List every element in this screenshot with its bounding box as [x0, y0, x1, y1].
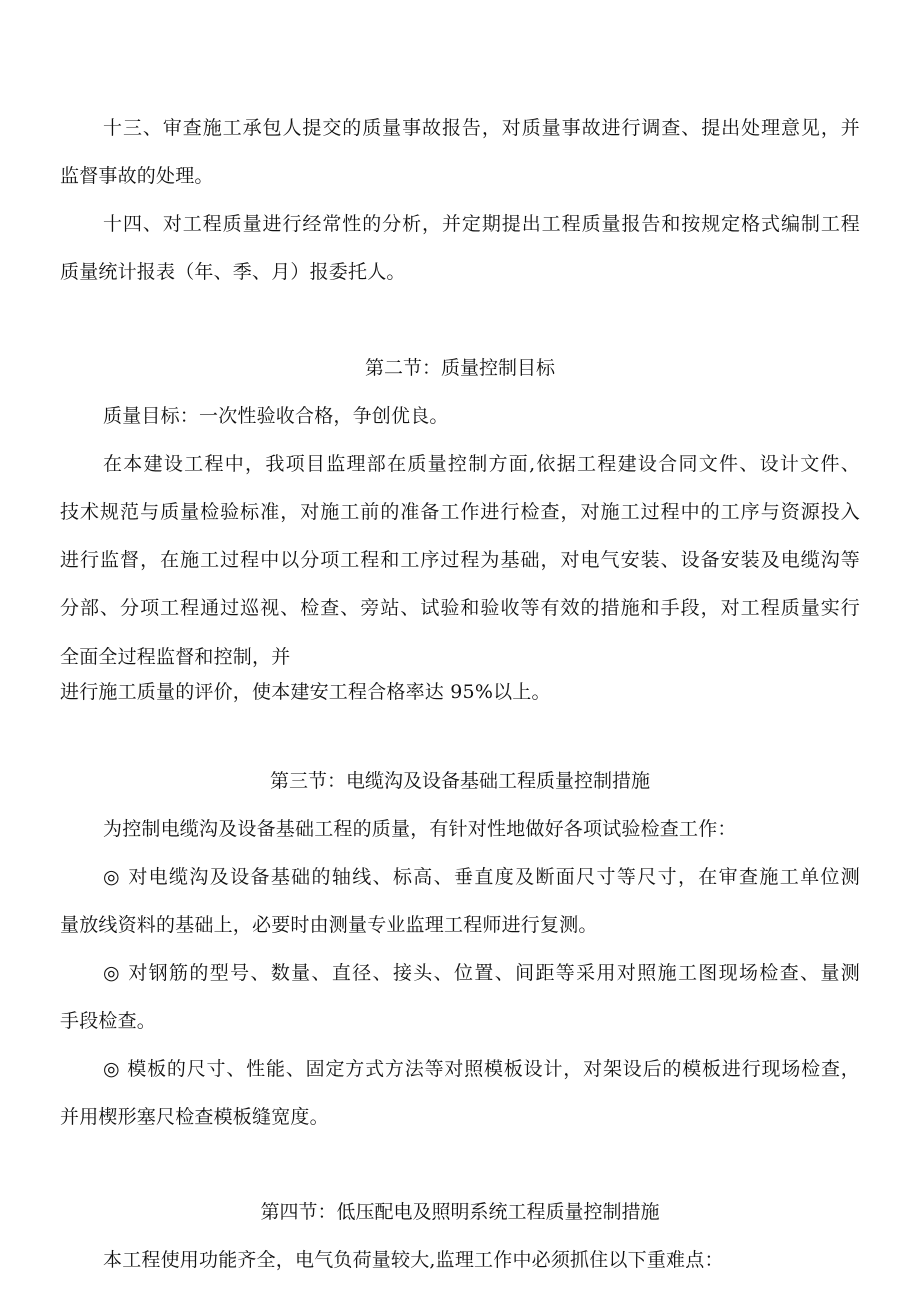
section-3-title: 第三节：电缆沟及设备基础工程质量控制措施: [269, 770, 650, 792]
section-3-item-3-line-2: 并用楔形塞尺检查模板缝宽度。: [60, 1106, 329, 1128]
section-3-item-2-line-2: 手段检查。: [60, 1010, 157, 1032]
section-2-paragraph-line-4: 分部、分项工程通过巡视、检查、旁站、试验和验收等有效的措施和手段，对工程质量实行: [60, 597, 860, 619]
section-3-item-1-line-1: ◎ 对电缆沟及设备基础的轴线、标高、垂直度及断面尺寸等尺寸，在审查施工单位测: [103, 866, 860, 888]
section-3-item-1-line-2: 量放线资料的基础上，必要时由测量专业监理工程师进行复测。: [60, 914, 598, 936]
section-2-paragraph-line-2: 技术规范与质量检验标准，对施工前的准备工作进行检查，对施工过程中的工序与资源投入: [60, 501, 860, 523]
paragraph-13-line-2: 监督事故的处理。: [60, 165, 214, 187]
section-2-paragraph-line-6: 进行施工质量的评价，使本建安工程合格率达 95%以上。: [60, 681, 551, 703]
section-3-intro: 为控制电缆沟及设备基础工程的质量，有针对性地做好各项试验检查工作：: [103, 818, 737, 840]
section-2-paragraph-line-3: 进行监督，在施工过程中以分项工程和工序过程为基础，对电气安装、设备安装及电缆沟等: [60, 549, 860, 571]
paragraph-14-line-2: 质量统计报表（年、季、月）报委托人。: [60, 261, 406, 283]
section-2-paragraph-line-1: 在本建设工程中，我项目监理部在质量控制方面,依据工程建设合同文件、设计文件、: [103, 453, 860, 475]
paragraph-13-line-1: 十三、审查施工承包人提交的质量事故报告，对质量事故进行调查、提出处理意见，并: [103, 117, 860, 139]
section-3-item-2-line-1: ◎ 对钢筋的型号、数量、直径、接头、位置、间距等采用对照施工图现场检查、量测: [103, 962, 860, 984]
section-2-title: 第二节：质量控制目标: [364, 357, 555, 379]
section-4-title: 第四节：低压配电及照明系统工程质量控制措施: [260, 1201, 660, 1223]
section-2-paragraph-line-5: 全面全过程监督和控制，并: [60, 646, 291, 668]
section-2-goal: 质量目标：一次性验收合格，争创优良。: [103, 405, 449, 427]
section-3-item-3-line-1: ◎ 模板的尺寸、性能、固定方式方法等对照模板设计，对架设后的模板进行现场检查，: [103, 1058, 860, 1080]
paragraph-14-line-1: 十四、对工程质量进行经常性的分析，并定期提出工程质量报告和按规定格式编制工程: [103, 213, 860, 235]
section-4-intro: 本工程使用功能齐全，电气负荷量较大,监理工作中必须抓住以下重难点：: [103, 1249, 724, 1271]
